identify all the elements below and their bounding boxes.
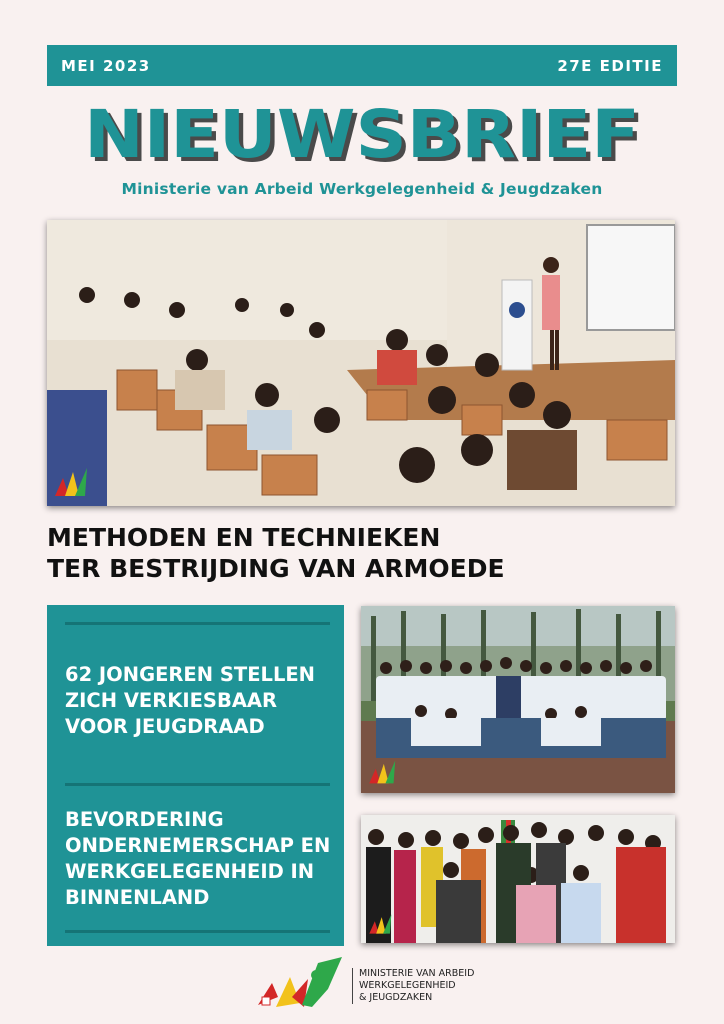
stories-panel bbox=[47, 605, 344, 946]
hero-photo bbox=[47, 220, 675, 506]
entrepreneurship-group-photo bbox=[361, 815, 675, 943]
ministry-logo-icon bbox=[369, 913, 393, 935]
ministry-footer-text bbox=[352, 968, 474, 1004]
story-2-line-1: BEVORDERING bbox=[65, 808, 224, 831]
edition-number: 27E EDITIE bbox=[557, 56, 663, 75]
footer-line-2: WERKGELEGENHEID bbox=[359, 980, 456, 991]
story-1-line-1: 62 JONGEREN STELLEN bbox=[65, 663, 316, 686]
story-2-line-3: WERKGELEGENHEID IN bbox=[65, 860, 315, 883]
hero-photo-illustration bbox=[47, 220, 675, 506]
ministry-footer-logo bbox=[256, 956, 476, 1016]
main-headline-line-2: TER BESTRIJDING VAN ARMOEDE bbox=[47, 554, 505, 583]
story-ondernemerschap-title bbox=[65, 807, 340, 911]
story-2-line-2: ONDERNEMERSCHAP EN bbox=[65, 834, 331, 857]
story-jeugdraad-title bbox=[65, 662, 340, 740]
youth-group-photo-illustration bbox=[361, 606, 675, 793]
youth-group-photo bbox=[361, 606, 675, 793]
youth-photo-watermark-logo bbox=[369, 759, 397, 785]
footer-line-3: & JEUGDZAKEN bbox=[359, 992, 433, 1003]
main-headline bbox=[47, 522, 677, 584]
hero-watermark-logo bbox=[55, 466, 89, 498]
story-1-line-3: VOOR JEUGDRAAD bbox=[65, 715, 265, 738]
ministry-logo-icon bbox=[256, 957, 344, 1015]
divider-middle bbox=[65, 783, 330, 786]
ministry-logo-icon bbox=[55, 466, 89, 498]
divider-bottom bbox=[65, 930, 330, 933]
newsletter-title: NIEUWSBRIEF bbox=[84, 96, 640, 173]
main-headline-line-1: METHODEN EN TECHNIEKEN bbox=[47, 523, 441, 552]
story-2-line-4: BINNENLAND bbox=[65, 886, 210, 909]
entrepreneurship-photo-watermark-logo bbox=[369, 913, 393, 935]
issue-date: MEI 2023 bbox=[61, 56, 151, 75]
story-1-line-2: ZICH VERKIESBAAR bbox=[65, 689, 278, 712]
footer-line-1: MINISTERIE VAN ARBEID bbox=[359, 968, 475, 979]
entrepreneurship-photo-illustration bbox=[361, 815, 675, 943]
ministry-subtitle: Ministerie van Arbeid Werkgelegenheid & Jeugdzaken bbox=[121, 180, 603, 198]
ministry-logo-icon bbox=[369, 759, 397, 785]
edition-bar bbox=[47, 45, 677, 86]
divider-top bbox=[65, 622, 330, 625]
